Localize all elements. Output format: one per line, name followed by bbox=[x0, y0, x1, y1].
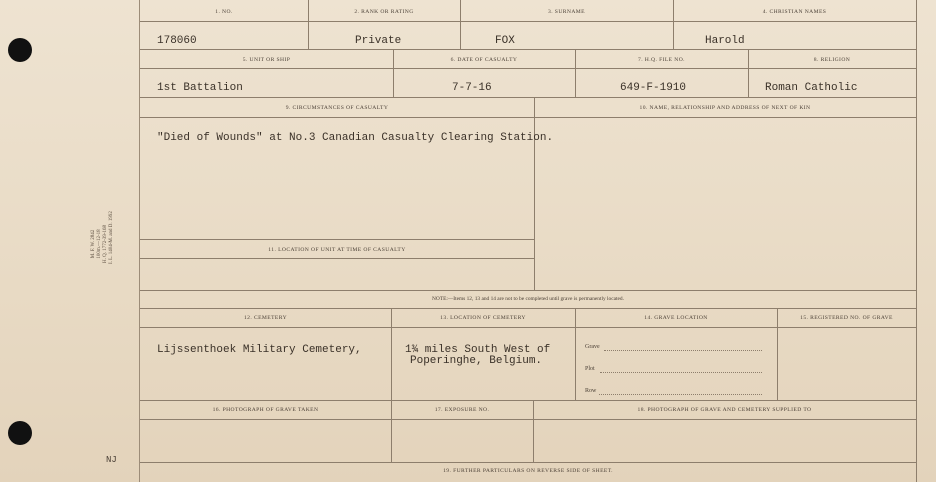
plot-field-label: Plot bbox=[585, 366, 595, 372]
label-rank: 2. RANK OR RATING bbox=[354, 9, 414, 15]
value-location-cemetery-line2: Poperinghe, Belgium. bbox=[410, 355, 543, 367]
form-code-line: H. Q. 1772-39-168 bbox=[103, 224, 108, 264]
value-location-cemetery-line1: 1¾ miles South West of bbox=[405, 344, 551, 356]
label-circumstances: 9. CIRCUMSTANCES OF CASUALTY bbox=[285, 105, 389, 111]
form-code-line: I. L. 1404-M. and D. 1992 bbox=[109, 211, 114, 264]
label-exposure: 17. EXPOSURE NO. bbox=[434, 407, 490, 413]
grave-field-label: Grave bbox=[585, 344, 600, 350]
label-photo-supplied: 18. PHOTOGRAPH OF GRAVE AND CEMETERY SUPPLIED TO bbox=[637, 407, 812, 413]
value-file-no: 649-F-1910 bbox=[620, 82, 687, 94]
punch-hole-top bbox=[8, 38, 32, 62]
value-cemetery: Lijssenthoek Military Cemetery, bbox=[157, 344, 362, 356]
label-location-cemetery: 13. LOCATION OF CEMETERY bbox=[440, 315, 526, 321]
label-further-particulars: 19. FURTHER PARTICULARS ON REVERSE SIDE OF SHEET. bbox=[443, 468, 613, 474]
label-photo-taken: 16. PHOTOGRAPH OF GRAVE TAKEN bbox=[212, 407, 319, 413]
value-christian-names: Harold bbox=[705, 35, 745, 47]
form-code-line: M. F. W. 2842 bbox=[91, 229, 96, 259]
label-cemetery: 12. CEMETERY bbox=[243, 315, 288, 321]
value-rank: Private bbox=[355, 35, 402, 47]
row-field-label: Row bbox=[585, 388, 597, 394]
left-margin bbox=[0, 0, 140, 482]
value-no: 178060 bbox=[157, 35, 197, 47]
label-surname: 3. SURNAME bbox=[548, 9, 585, 15]
label-grave-location: 14. GRAVE LOCATION bbox=[644, 315, 708, 321]
value-unit: 1st Battalion bbox=[157, 82, 243, 94]
value-date: 7-7-16 bbox=[452, 82, 492, 94]
form-code-line: 100m.—12-18 bbox=[97, 229, 102, 259]
label-next-of-kin: 10. NAME, RELATIONSHIP AND ADDRESS OF NEXT OF KIN bbox=[639, 105, 811, 111]
clerk-initials: NJ bbox=[106, 455, 117, 465]
punch-hole-bottom bbox=[8, 421, 32, 445]
label-file-no: 7. H.Q. FILE NO. bbox=[638, 57, 685, 63]
note-text: NOTE:—Items 12, 13 and 14 are not to be completed until grave is permanently located. bbox=[432, 296, 624, 302]
value-circumstances: "Died of Wounds" at No.3 Canadian Casualty Clearing Station. bbox=[157, 132, 554, 144]
label-unit: 5. UNIT OR SHIP bbox=[242, 57, 291, 63]
label-religion: 8. RELIGION bbox=[813, 57, 851, 63]
label-location-unit: 11. LOCATION OF UNIT AT TIME OF CASUALTY bbox=[268, 247, 406, 253]
label-date: 6. DATE OF CASUALTY bbox=[450, 57, 518, 63]
label-no: 1. NO. bbox=[215, 9, 233, 15]
value-religion: Roman Catholic bbox=[765, 82, 858, 94]
value-surname: FOX bbox=[495, 35, 515, 47]
label-christian-names: 4. CHRISTIAN NAMES bbox=[762, 9, 827, 15]
label-registered-no: 15. REGISTERED NO. OF GRAVE bbox=[800, 315, 893, 321]
